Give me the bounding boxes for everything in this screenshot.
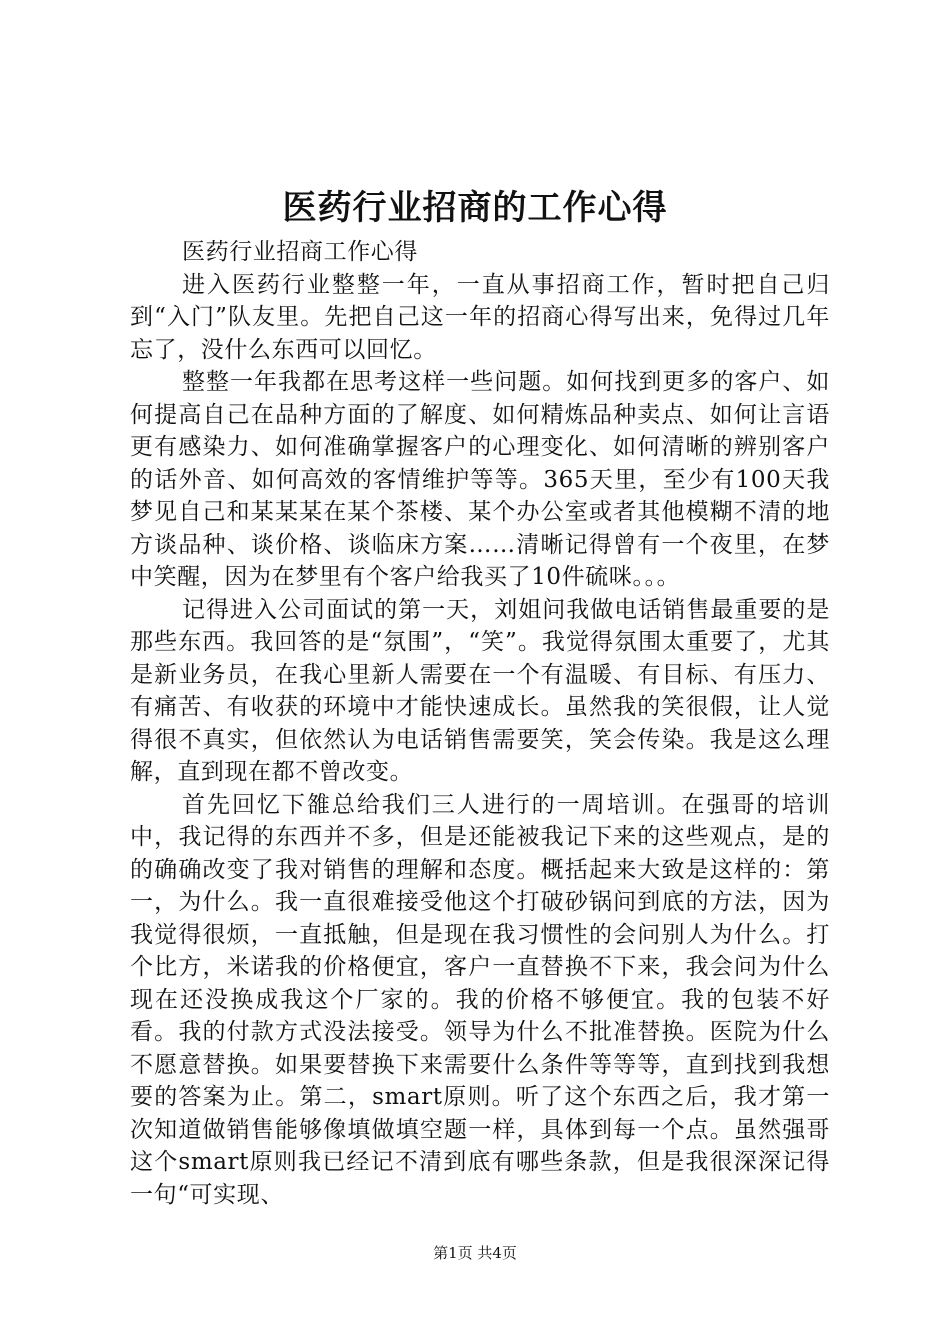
paragraph: 进入医药行业整整一年，一直从事招商工作，暂时把自己归到“入门”队友里。先把自己这一年的招商心得写出来，免得过几年忘了，没什么东西可以回忆。 bbox=[130, 271, 830, 363]
document-title: 医药行业招商的工作心得 bbox=[282, 188, 668, 228]
paragraph: 整整一年我都在思考这样一些问题。如何找到更多的客户、如何提高自己在品种方面的了解度、如何精炼品种卖点、如何让言语更有感染力、如何准确掌握客户的心理变化、如何清晰的辨别客户的话外音、如何高效的客情维护等等。365天里，至少有100天我梦见自己和某某某在某个茶楼、某个办公室或者其他模糊不清的地方谈品种、谈价格、谈临床方案……清晰记得曾有一个夜里，在梦中笑醒，因为在梦里有个客户给我买了10件硫咪。。。 bbox=[130, 369, 830, 590]
paragraph-subtitle: 医药行业招商工作心得 bbox=[182, 239, 418, 265]
paragraph: 记得进入公司面试的第一天，刘姐问我做电话销售最重要的是那些东西。我回答的是“氛围”，“笑”。我觉得氛围太重要了，尤其是新业务员，在我心里新人需要在一个有温暖、有目标、有压力、有痛苦、有收获的环境中才能快速成长。虽然我的笑很假，让人觉得很不真实，但依然认为电话销售需要笑，笑会传染。我是这么理解，直到现在都不曾改变。 bbox=[130, 596, 830, 785]
paragraph: 首先回忆下雒总给我们三人进行的一周培训。在强哥的培训中，我记得的东西并不多，但是还能被我记下来的这些观点，是的的确确改变了我对销售的理解和态度。概括起来大致是这样的：第一，为什么。我一直很难接受他这个打破砂锅问到底的方法，因为我觉得很烦，一直抵触，但是现在我习惯性的会问别人为什么。打个比方，米诺我的价格便宜，客户一直替换不下来，我会问为什么现在还没换成我这个厂家的。我的价格不够便宜。我的包装不好看。我的付款方式没法接受。领导为什么不批准替换。医院为什么不愿意替换。如果要替换下来需要什么条件等等等，直到找到我想要的答案为止。第二，smart原则。听了这个东西之后，我才第一次知道做销售能够像填做填空题一样，具体到每一个点。虽然强哥这个smart原则我已经记不清到底有哪些条款，但是我很深深记得一句“可实现、 bbox=[130, 791, 830, 1208]
document-body bbox=[130, 236, 830, 1211]
page-number-footer: 第1页 共4页 bbox=[433, 1244, 517, 1262]
